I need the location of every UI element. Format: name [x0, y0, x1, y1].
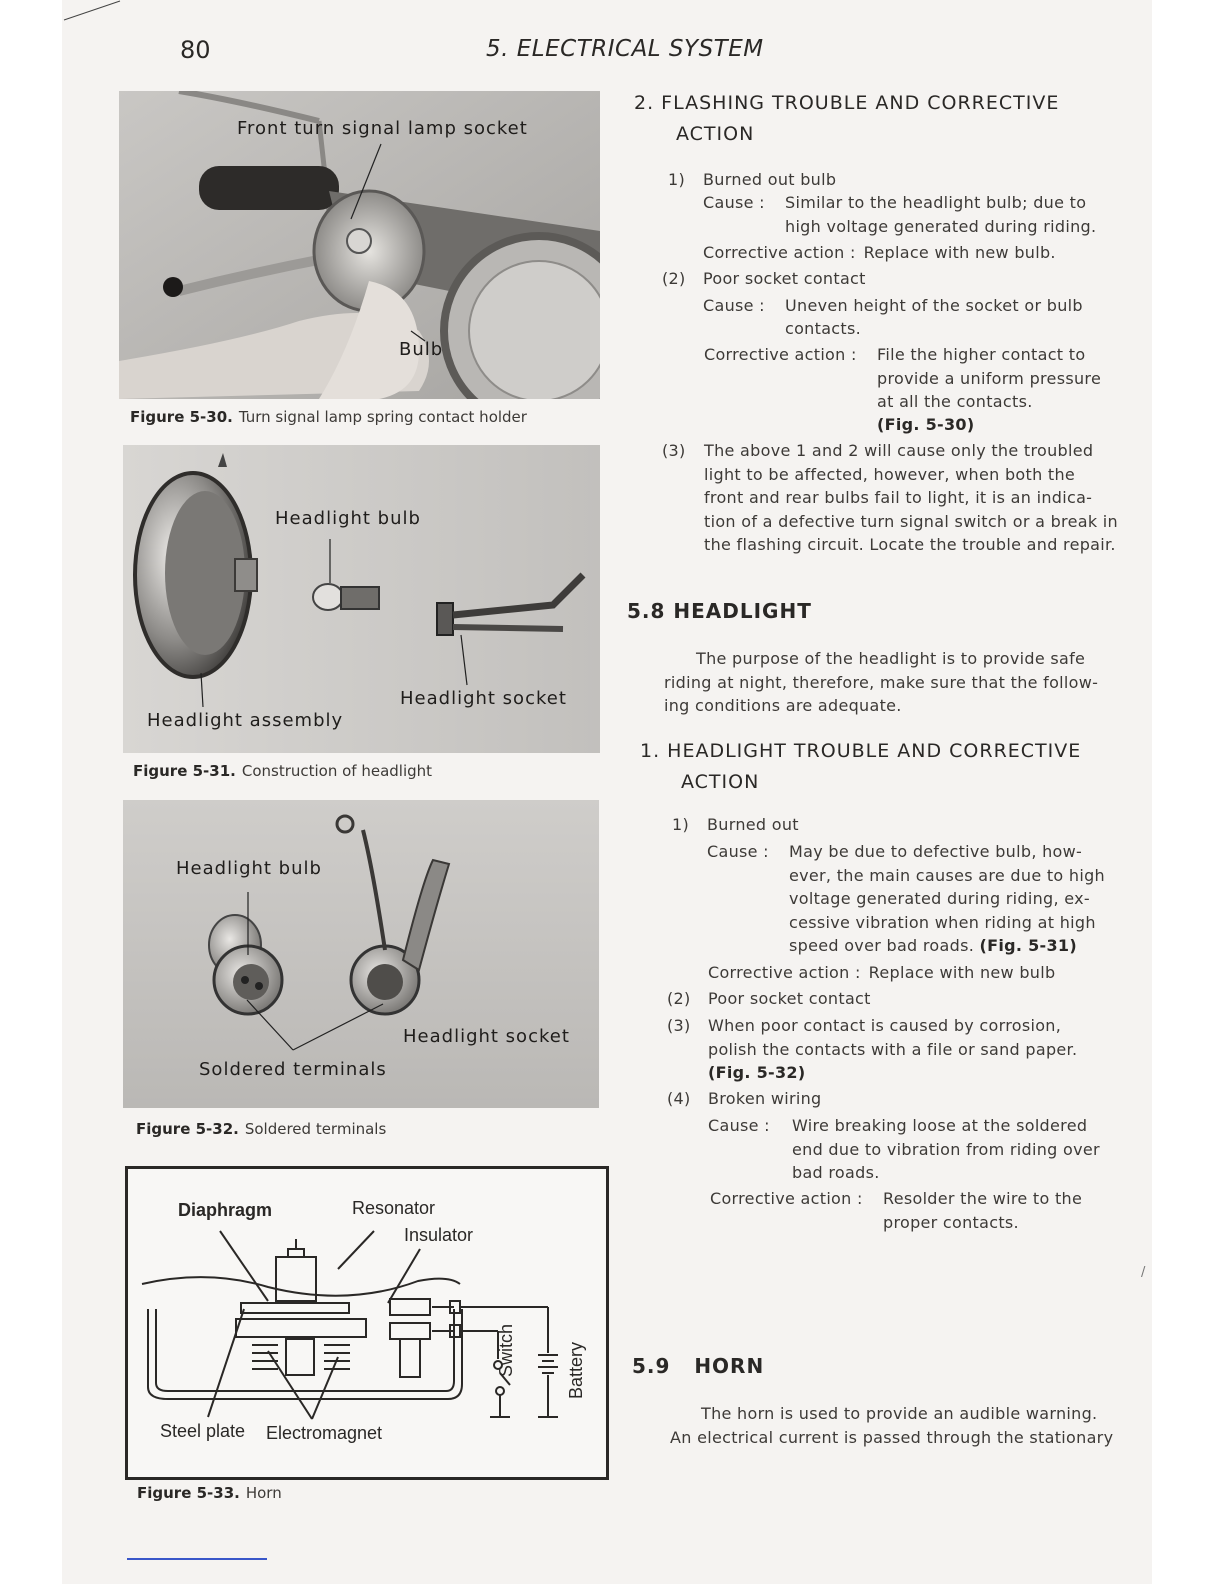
figure-5-33-number: Figure 5-33. — [137, 1484, 240, 1502]
figure-5-31-caption-text: Construction of headlight — [241, 762, 433, 780]
headlight-item-1-action — [708, 961, 1055, 985]
figure-5-32-photo — [123, 800, 599, 1108]
flashing-item-1 — [668, 168, 1120, 192]
item-number: 1) — [672, 815, 690, 834]
flashing-heading-line-1: 2. FLASHING TROUBLE AND CORRECTIVE — [634, 92, 1060, 114]
line: An electrical current is passed through the stationary — [670, 1427, 1114, 1447]
figure-5-30-number: Figure 5-30. — [130, 408, 233, 426]
action-label: Corrective action : — [703, 243, 856, 262]
figure-5-32-number: Figure 5-32. — [136, 1120, 239, 1138]
flashing-item-1-cause-cont: high voltage generated during riding. — [785, 217, 1097, 236]
line: light to be affected, however, when both the — [704, 464, 1076, 484]
cause-label: Cause : — [703, 296, 765, 315]
item-number: (2) — [667, 989, 691, 1008]
flashing-item-2-action-l3: at all the contacts. — [877, 392, 1033, 411]
line: Resolder the wire to the — [883, 1189, 1083, 1208]
line: ever, the main causes are due to high — [789, 865, 1105, 885]
headlight-heading-line-1: 1. HEADLIGHT TROUBLE AND CORRECTIVE — [640, 740, 1082, 762]
item-title: Burned out — [707, 815, 799, 834]
section-5-9-heading: 5.9 HORN — [632, 1354, 765, 1378]
flashing-item-2-action — [704, 343, 1085, 367]
flashing-item-2-cause — [703, 294, 1083, 318]
flashing-item-1-cause — [703, 191, 1120, 215]
headlight-item-1-cause-label: Cause : — [707, 842, 769, 861]
item-number: (4) — [667, 1089, 691, 1108]
flashing-item-2 — [662, 267, 866, 291]
section-5-8-heading: 5.8 HEADLIGHT — [627, 599, 812, 623]
item-title: Burned out bulb — [703, 170, 837, 189]
label-diaphragm: Diaphragm — [178, 1200, 273, 1220]
callout-bulb: Bulb — [399, 339, 444, 360]
callout-headlight-socket: Headlight socket — [400, 688, 567, 709]
headlight-item-1 — [672, 813, 799, 837]
flashing-item-3-number: (3) — [662, 441, 686, 460]
headlight-trouble-heading — [640, 736, 1081, 798]
figure-5-32-caption-text: Soldered terminals — [244, 1120, 387, 1138]
headlight-item-4-action — [883, 1187, 1125, 1234]
flashing-trouble-heading — [634, 88, 1059, 150]
horn-intro — [670, 1402, 1128, 1449]
label-switch: Switch — [496, 1323, 516, 1377]
figure-5-33-horn-diagram — [125, 1166, 609, 1480]
figure-5-31-caption — [133, 762, 432, 780]
line: the flashing circuit. Locate the trouble and repair. — [704, 535, 1116, 554]
margin-mark: / — [1141, 1265, 1146, 1280]
headlight-item-2 — [667, 987, 871, 1011]
callout-soldered-terminals: Soldered terminals — [199, 1059, 387, 1080]
item-title: Poor socket contact — [703, 269, 866, 288]
bottom-rule — [127, 1558, 267, 1560]
cause-text: speed over bad roads. — [789, 936, 975, 955]
label-battery: Battery — [566, 1341, 586, 1399]
item-title: Broken wiring — [708, 1089, 822, 1108]
headlight-item-4-cause-label: Cause : — [708, 1116, 770, 1135]
action-label: Corrective action : — [708, 963, 861, 982]
callout-front-turn-signal-socket: Front turn signal lamp socket — [237, 118, 528, 139]
callout-headlight-socket: Headlight socket — [403, 1026, 570, 1047]
headlight-item-3-number: (3) — [667, 1016, 691, 1035]
line: The purpose of the headlight is to provide safe — [696, 649, 1086, 668]
cause-label: Cause : — [703, 193, 765, 212]
figure-5-33-caption — [137, 1484, 282, 1502]
headlight-intro — [664, 647, 1122, 718]
page-number: 80 — [180, 36, 211, 64]
line: cessive vibration when riding at high — [789, 912, 1096, 932]
fig-ref: (Fig. 5-31) — [979, 936, 1077, 955]
line: tion of a defective turn signal switch or a break in — [704, 511, 1118, 531]
figure-5-30-caption — [130, 408, 527, 426]
item-number: (2) — [662, 269, 686, 288]
line: polish the contacts with a file or sand paper. — [708, 1039, 1078, 1059]
line: ing conditions are adequate. — [664, 696, 902, 715]
figure-5-30-caption-text: Turn signal lamp spring contact holder — [238, 408, 527, 426]
figure-5-31-photo — [123, 445, 600, 753]
action-text: Replace with new bulb. — [863, 243, 1056, 262]
headlight-heading-line-2: ACTION — [681, 771, 760, 793]
callout-headlight-assembly: Headlight assembly — [147, 710, 344, 731]
headlight-item-3-text — [708, 1014, 1124, 1085]
item-title: Poor socket contact — [708, 989, 871, 1008]
headlight-item-4-action-label: Corrective action : — [710, 1189, 863, 1208]
action-label: Corrective action : — [704, 345, 857, 364]
line: proper contacts. — [883, 1212, 1019, 1232]
flashing-item-2-fig-ref: (Fig. 5-30) — [877, 415, 975, 434]
cause-text: Uneven height of the socket or bulb — [785, 296, 1083, 315]
line: The horn is used to provide an audible warning. — [701, 1404, 1098, 1423]
line: front and rear bulbs fail to light, it is an indica- — [704, 488, 1093, 507]
figure-5-32-caption — [136, 1120, 386, 1138]
line: Wire breaking loose at the soldered — [792, 1116, 1088, 1135]
label-electromagnet: Electromagnet — [266, 1423, 383, 1443]
line: bad roads. — [792, 1163, 880, 1182]
flashing-item-1-action — [703, 241, 1056, 265]
flashing-item-2-cause-cont: contacts. — [785, 319, 861, 338]
action-text: File the higher contact to — [877, 345, 1086, 364]
figure-5-31-number: Figure 5-31. — [133, 762, 236, 780]
headlight-item-1-cause — [789, 840, 1124, 958]
action-text: Replace with new bulb — [868, 963, 1056, 982]
corner-pencil-line — [62, 0, 122, 30]
running-head: 5. ELECTRICAL SYSTEM — [486, 36, 764, 62]
line — [789, 934, 1124, 958]
figure-5-30-photo — [119, 91, 600, 399]
figure-5-33-caption-text: Horn — [245, 1484, 282, 1502]
label-resonator: Resonator — [352, 1198, 436, 1218]
headlight-item-4-cause — [792, 1114, 1125, 1185]
line: When poor contact is caused by corrosion, — [708, 1016, 1062, 1035]
item-number: 1) — [668, 170, 686, 189]
flashing-heading-line-2: ACTION — [676, 123, 755, 145]
line: voltage generated during riding, ex- — [789, 889, 1090, 908]
line: riding at night, therefore, make sure that the follow- — [664, 672, 1099, 692]
label-insulator: Insulator — [404, 1225, 474, 1245]
flashing-item-2-action-l2: provide a uniform pressure — [877, 369, 1102, 388]
label-steel-plate: Steel plate — [160, 1421, 246, 1441]
headlight-item-4 — [667, 1087, 822, 1111]
cause-text: Similar to the headlight bulb; due to — [785, 193, 1087, 212]
flashing-item-3-text — [704, 439, 1120, 557]
callout-headlight-bulb: Headlight bulb — [275, 508, 421, 529]
line: May be due to defective bulb, how- — [789, 842, 1083, 861]
line: end due to vibration from riding over — [792, 1139, 1100, 1159]
fig-ref: (Fig. 5-32) — [708, 1063, 806, 1082]
line: The above 1 and 2 will cause only the troubled — [704, 441, 1094, 460]
callout-headlight-bulb: Headlight bulb — [176, 858, 322, 879]
